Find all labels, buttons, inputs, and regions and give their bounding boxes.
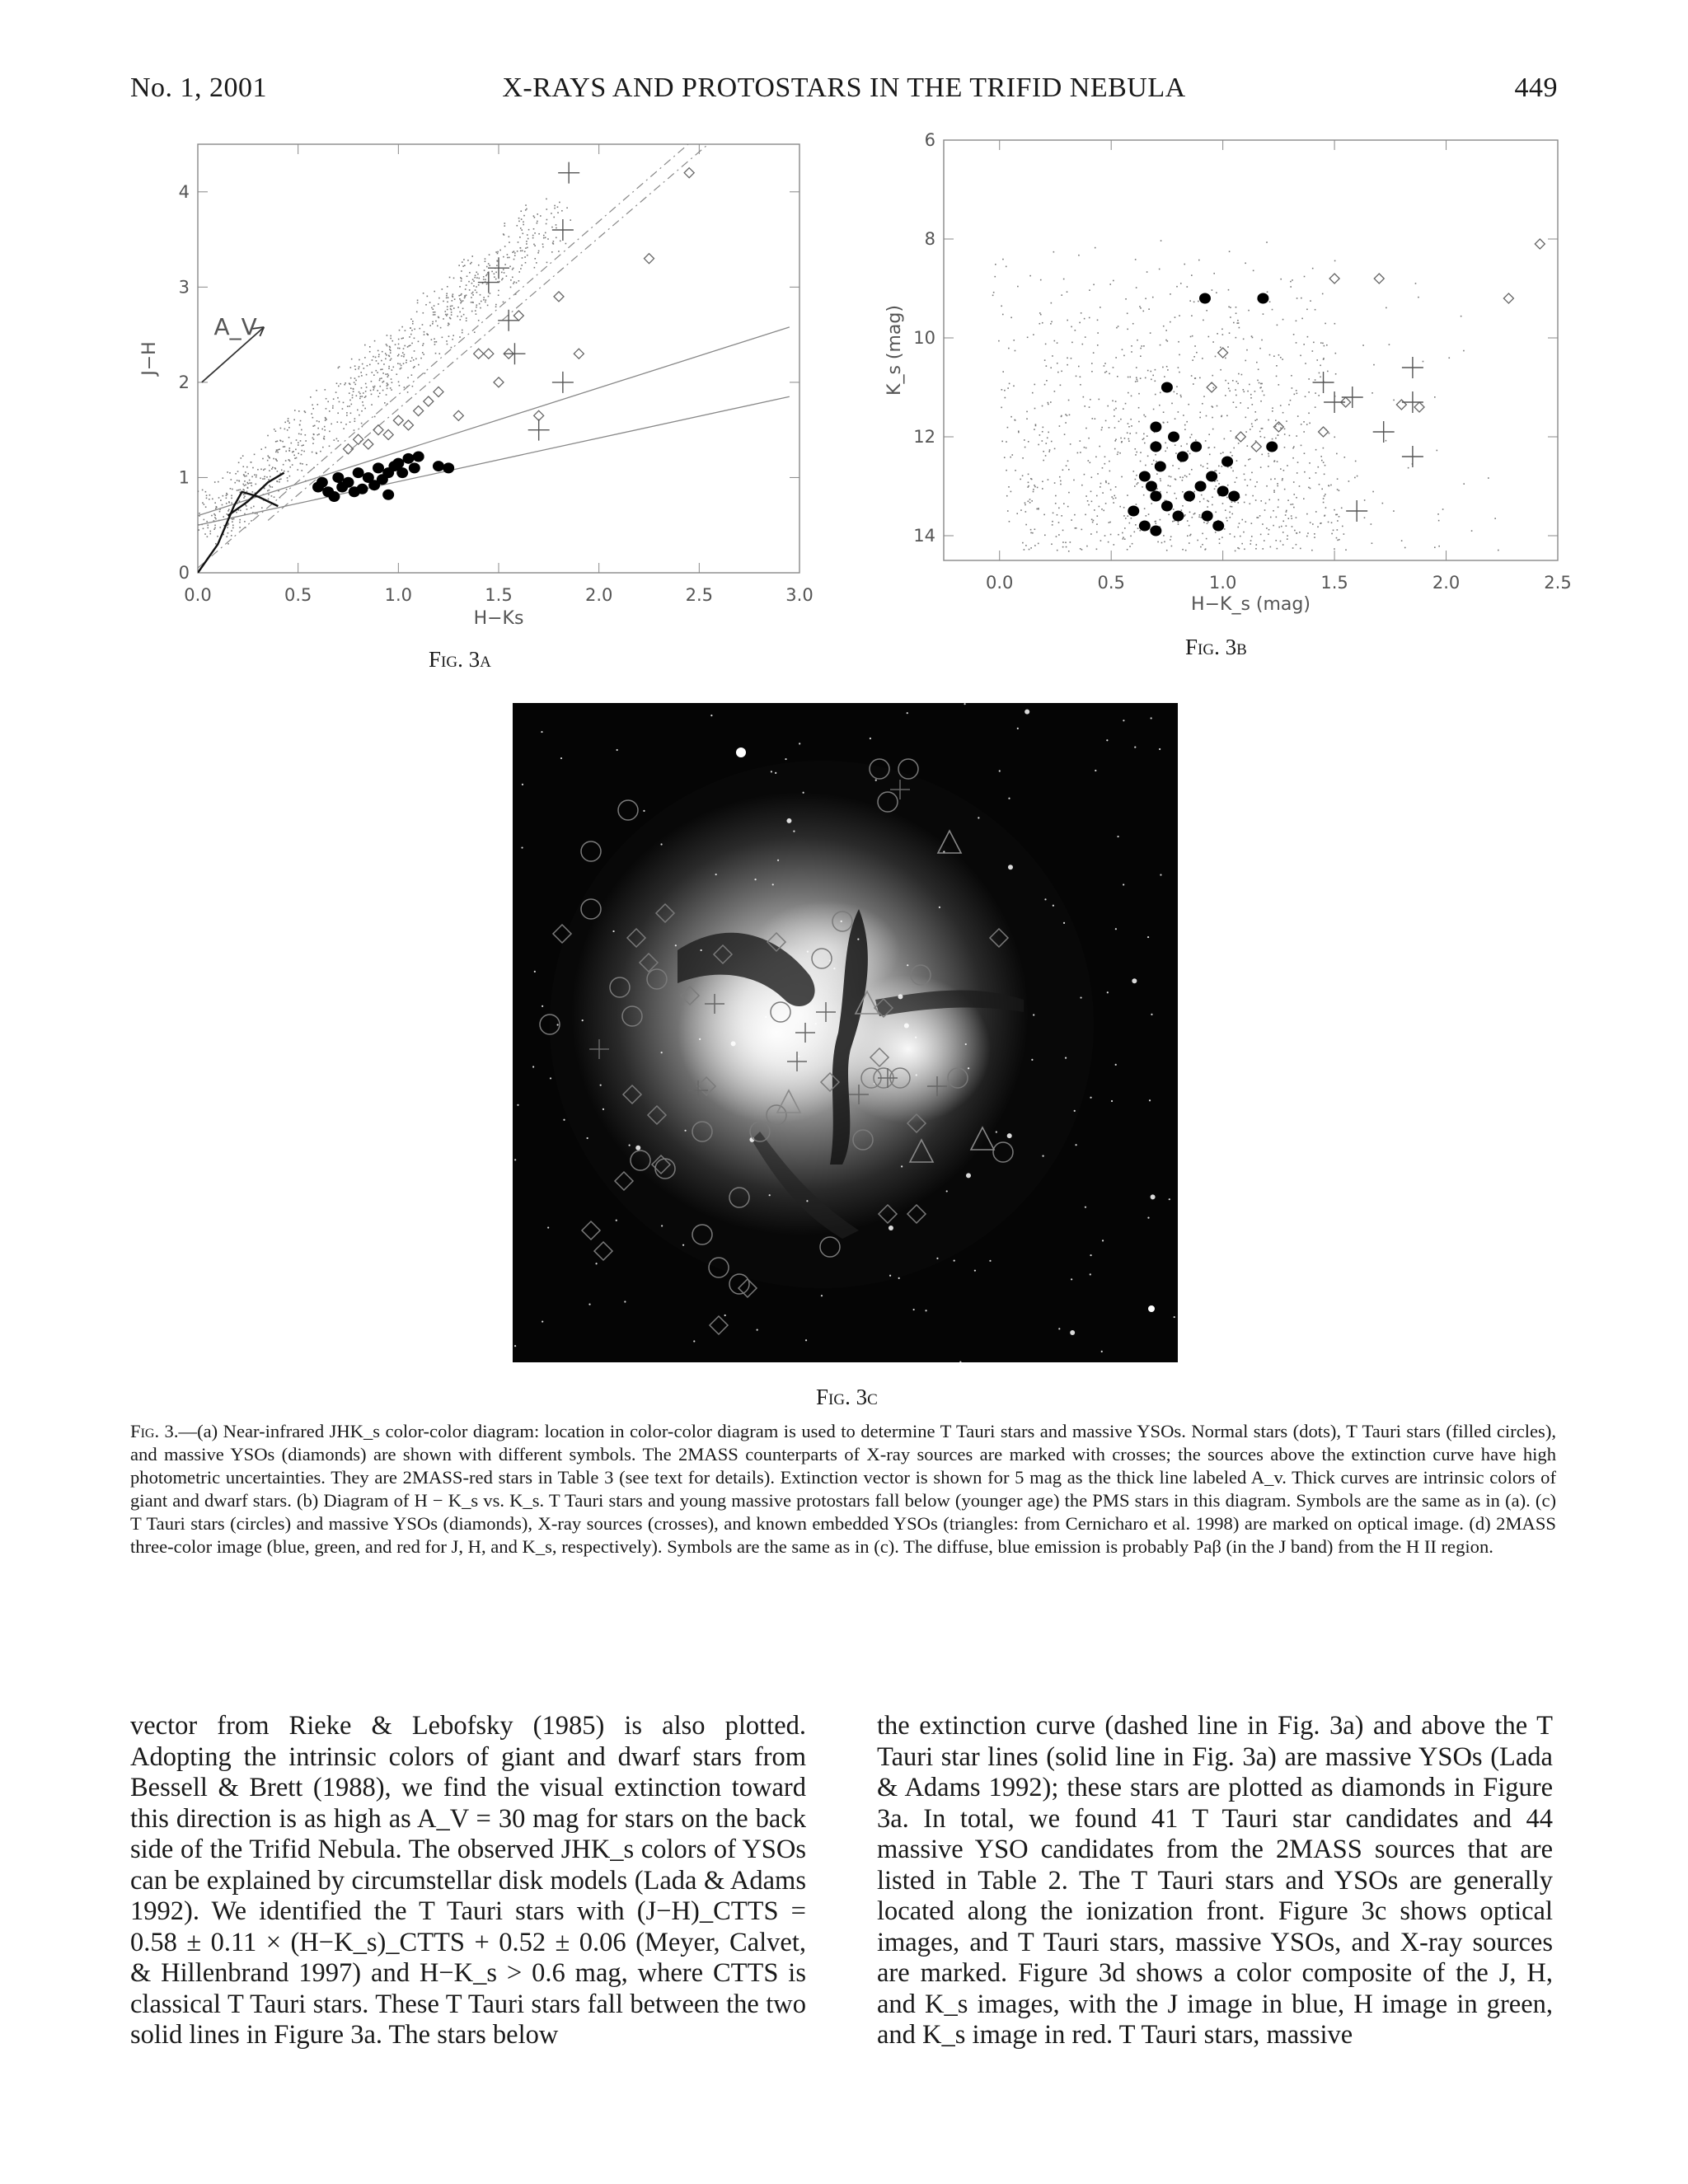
x-tick-label: 0.5 <box>1097 573 1125 593</box>
field-star <box>661 1225 663 1226</box>
diamond-point <box>574 349 584 359</box>
field-star <box>996 1131 997 1132</box>
field-star <box>904 1024 909 1029</box>
diamond-point <box>645 254 654 264</box>
diamond-point <box>474 349 484 359</box>
field-star <box>521 846 523 848</box>
diamond-point <box>434 387 443 396</box>
x-tick-label: 1.5 <box>485 585 513 605</box>
filled-circle-point <box>1155 462 1166 472</box>
x-axis-label: H−Ks <box>473 608 524 629</box>
filled-circle-point <box>1195 481 1207 492</box>
diamond-point <box>684 168 694 178</box>
filled-circle-point <box>328 491 340 502</box>
filled-circle-point <box>1184 491 1195 502</box>
field-star <box>805 1339 807 1341</box>
field-star <box>913 1309 915 1310</box>
y-tick-label: 2 <box>178 372 190 392</box>
field-star <box>821 1295 823 1296</box>
filled-circle-point <box>433 461 444 471</box>
field-star <box>915 1037 917 1038</box>
cross-point <box>504 343 525 364</box>
y-tick-label: 12 <box>913 427 935 447</box>
field-star <box>907 964 908 966</box>
ttauri-line-upper <box>198 327 790 516</box>
field-star <box>1090 1254 1091 1256</box>
diamond-point <box>414 406 424 416</box>
field-star <box>1085 1207 1086 1208</box>
diamond-point <box>383 429 393 439</box>
diamond-point <box>1251 442 1261 452</box>
field-star <box>1107 991 1109 993</box>
field-star <box>798 1056 799 1057</box>
filled-circle-point <box>1128 506 1139 517</box>
field-star <box>1117 836 1118 837</box>
cross-point <box>1324 391 1345 413</box>
cross-point <box>552 372 574 393</box>
field-star <box>560 757 562 759</box>
filled-circle-point <box>1168 432 1179 443</box>
x-tick-label: 2.0 <box>584 585 613 605</box>
field-star <box>595 1263 597 1264</box>
body-paragraph-right: the extinction curve (dashed line in Fig. 3a) and above the T Tauri star lines (solid line in Fig. 3a) are massive YSOs (Lada & Adams 1992); these stars are plotted as diamonds in Figure 3a. In total, we found 41 T Tauri star candidates and 44 massive YSO candidates from the 2MASS sources that are listed in Table 2. The T Tauri stars and YSOs are generally located along the ionization front. Figure 3c shows optical images, and T Tauri stars, massive YSOs, and X-ray sources are marked. Figure 3d shows a color composite of the J, H, and K_s images, with the J image in blue, H image in green, and K_s image in red. T Tauri stars, massive <box>877 1711 1553 2050</box>
field-star <box>724 1315 726 1316</box>
y-tick-label: 3 <box>178 277 190 298</box>
field-star <box>803 792 804 794</box>
field-star <box>901 1165 903 1167</box>
field-star <box>1075 1144 1076 1146</box>
field-star <box>965 1043 967 1045</box>
filled-circle-point <box>409 462 420 473</box>
extinction-vector-label: A_V <box>213 313 257 341</box>
filled-circle-point <box>1266 442 1278 452</box>
field-star <box>563 1119 565 1121</box>
field-star <box>807 951 809 953</box>
field-star <box>517 1104 518 1106</box>
field-star <box>612 930 614 932</box>
normal-star-dots <box>992 240 1499 551</box>
y-tick-label: 4 <box>178 181 190 202</box>
filled-circle-point <box>1228 491 1240 502</box>
filled-circle-point <box>1150 442 1161 452</box>
trifid-nebula-image <box>513 703 1178 1362</box>
x-tick-label: 0.0 <box>986 573 1014 593</box>
field-star <box>1147 1216 1149 1218</box>
field-star <box>1134 746 1136 748</box>
field-star <box>1159 748 1160 750</box>
field-star <box>1053 905 1054 907</box>
field-star <box>833 968 835 969</box>
field-star <box>999 770 1001 771</box>
diamond-point <box>513 311 523 321</box>
x-tick-label: 3.0 <box>785 585 814 605</box>
diamond-point <box>1396 400 1406 410</box>
field-star <box>693 1340 695 1342</box>
filled-circle-point <box>413 452 424 462</box>
filled-circle-point <box>1199 293 1211 304</box>
field-star <box>771 771 772 772</box>
figure-3a-label: Fig. 3a <box>429 647 491 672</box>
cross-point <box>1313 372 1334 393</box>
diamond-point <box>453 410 463 420</box>
cross-point <box>1402 357 1423 378</box>
field-star <box>1090 1097 1091 1099</box>
field-star <box>966 1173 971 1178</box>
field-star <box>793 831 795 832</box>
field-star <box>772 883 774 885</box>
figure-3b-label: Fig. 3b <box>1185 635 1247 659</box>
caption-text: —(a) Near-infrared JHK_s color-color diagram: location in color-color diagram is used to determine T Tauri stars and massive YSOs. Normal stars (dots), T Tauri stars (filled circles), and massive YSOs (diamonds) are shown with different symbols. The 2MASS counterparts of X-ray sources are marked with crosses; the sources above the extinction curve have high photometric uncertainties. They are 2MASS-red stars in Table 3 (see text for details). Extinction vector is shown for 5 mag as the thick line labeled A_v. Thick curves are intrinsic colors of giant and dwarf stars. (b) Diagram of H − K_s vs. K_s. T Tauri stars and young massive protostars fall below (younger age) the PMS stars in this diagram. Symbols are the same as in (a). (c) T Tauri stars (circles) and massive YSOs (diamonds), X-ray sources (crosses), and known embedded YSOs (triangles: from Cernicharo et al. 1998) are marked on optical image. (d) 2MASS three-color image (blue, green, and red for J, H, and K_s, respectively). Symbols are the same as in (c). The diffuse, blue emission is probably Paβ (in the J band) from the H II region. <box>130 1421 1556 1557</box>
filled-circle-point <box>1202 511 1213 522</box>
filled-circle-point <box>349 486 360 497</box>
field-star <box>925 1310 926 1311</box>
field-star <box>542 1320 543 1322</box>
diamond-point <box>554 292 564 302</box>
figure-3b-chart <box>874 130 1572 626</box>
field-star <box>1169 1198 1170 1200</box>
field-star <box>1115 928 1117 930</box>
field-star <box>1042 1155 1043 1157</box>
field-star <box>1070 1330 1075 1335</box>
filled-circle-point <box>443 462 454 473</box>
figure-3c-label: Fig. 3c <box>816 1385 878 1409</box>
field-star <box>603 1108 604 1110</box>
cross-point <box>558 162 579 184</box>
y-tick-label: 14 <box>913 526 935 546</box>
field-star <box>550 1077 551 1079</box>
field-star <box>775 772 776 774</box>
ttauri-line-lower <box>198 396 790 525</box>
field-star <box>534 971 536 972</box>
diamond-point <box>1414 402 1424 412</box>
field-star <box>1149 1099 1151 1101</box>
field-star <box>715 874 717 875</box>
field-star <box>1071 1278 1072 1280</box>
cross-point <box>552 219 574 241</box>
field-star <box>1074 1110 1076 1112</box>
diamond-point <box>424 396 434 406</box>
filled-circle-point <box>343 477 354 488</box>
diamond-point <box>393 415 403 425</box>
field-star <box>1063 922 1065 924</box>
plot-frame <box>944 140 1558 560</box>
filled-circle-point <box>1177 452 1189 462</box>
field-star <box>1058 1328 1060 1329</box>
x-tick-label: 2.5 <box>1544 573 1572 593</box>
field-star <box>785 758 786 760</box>
filled-circle-point <box>373 462 384 473</box>
page-number: 449 <box>1514 73 1558 103</box>
plot-area <box>992 239 1545 552</box>
field-star <box>701 949 702 951</box>
running-header-left: No. 1, 2001 <box>130 73 268 103</box>
field-star <box>898 1277 900 1279</box>
field-star <box>1090 1273 1091 1275</box>
field-star <box>841 921 842 922</box>
field-star <box>1160 874 1161 875</box>
field-star <box>1102 1240 1104 1241</box>
field-star <box>1017 728 1019 729</box>
giant-intrinsic-curve <box>228 473 284 516</box>
field-star <box>1174 1316 1175 1318</box>
cross-point <box>478 272 499 293</box>
plot-frame <box>198 144 799 573</box>
field-star <box>600 1085 602 1086</box>
field-star <box>1095 770 1096 771</box>
field-star <box>898 994 903 999</box>
field-star <box>769 1194 771 1196</box>
diamond-point <box>1207 382 1217 392</box>
diamond-point <box>494 377 504 387</box>
field-star <box>514 1345 516 1347</box>
filled-circle-point <box>1139 521 1151 532</box>
filled-circle-point <box>1150 491 1161 502</box>
field-star <box>939 907 940 908</box>
x-tick-label: 1.0 <box>384 585 413 605</box>
field-star <box>587 1137 588 1139</box>
field-star <box>974 1270 976 1272</box>
diamond-point <box>1503 293 1513 303</box>
field-star <box>542 1005 543 1007</box>
filled-circle-point <box>403 453 415 464</box>
field-star <box>1008 865 1013 869</box>
field-star <box>1151 717 1152 719</box>
field-star <box>1008 798 1010 799</box>
y-axis-label: K_s (mag) <box>884 305 905 396</box>
diamond-point <box>404 420 414 430</box>
diamond-point <box>1329 274 1339 284</box>
field-star <box>660 843 662 845</box>
field-star <box>541 731 542 733</box>
body-paragraph-left: vector from Rieke & Lebofsky (1985) is also plotted. Adopting the intrinsic colors of giant and dwarf stars from Bessell & Brett (1988), we find the visual extinction toward this direction is as high as A_V = 30 mag for stars on the back side of the Trifid Nebula. The observed JHK_s colors of YSOs can be explained by circumstellar disk models (Lada & Adams 1992). We identified the T Tauri stars with (J−H)_CTTS = 0.58 ± 0.11 × (H−K_s)_CTTS + 0.52 ± 0.06 (Meyer, Calvet, & Hillenbrand 1997) and H−K_s > 0.6 mag, where CTTS is classical T Tauri stars. These T Tauri stars fall between the two solid lines in Figure 3a. The stars below <box>130 1711 806 2050</box>
field-star <box>1025 710 1029 715</box>
field-star <box>682 1244 684 1246</box>
filled-circle-point <box>392 458 404 469</box>
field-star <box>916 1074 917 1076</box>
filled-circle-point <box>1146 481 1157 492</box>
field-star <box>1147 936 1149 938</box>
y-tick-label: 6 <box>924 130 935 150</box>
field-star <box>643 810 645 812</box>
field-star <box>786 818 791 823</box>
y-tick-label: 10 <box>913 328 935 348</box>
field-star <box>936 1258 938 1259</box>
field-star <box>777 860 779 861</box>
field-star <box>547 1226 549 1228</box>
diamond-point <box>373 425 383 435</box>
x-axis-label: H−K_s (mag) <box>1191 594 1311 615</box>
field-star <box>875 780 877 781</box>
filled-circle-point <box>382 490 394 500</box>
diamond-point <box>363 439 373 449</box>
field-star <box>1123 883 1124 885</box>
field-star <box>964 703 965 705</box>
diamond-point <box>1218 348 1228 358</box>
filled-circle-point <box>1212 521 1224 532</box>
field-star <box>1044 898 1046 900</box>
field-star <box>765 1016 767 1018</box>
diamond-point <box>354 434 363 444</box>
field-star <box>661 1052 663 1053</box>
filled-circle-point <box>1221 457 1233 467</box>
x-tick-label: 1.0 <box>1208 573 1237 593</box>
field-star <box>1151 1194 1156 1199</box>
cross-point <box>1402 446 1423 467</box>
x-tick-label: 0.5 <box>284 585 312 605</box>
y-tick-label: 8 <box>924 229 935 249</box>
field-star <box>1031 1059 1033 1061</box>
reddening-line-lower <box>268 134 720 520</box>
filled-circle-point <box>1217 486 1229 497</box>
field-star <box>968 1067 969 1069</box>
field-star <box>684 1130 686 1132</box>
filled-circle-point <box>316 477 328 488</box>
filled-circle-point <box>1190 442 1202 452</box>
normal-star-dots <box>193 199 571 545</box>
plot-area <box>193 134 790 573</box>
dwarf-intrinsic-curve <box>198 492 278 573</box>
diamond-point <box>1535 239 1545 249</box>
diamond-point <box>534 410 544 420</box>
cross-point <box>1402 391 1423 413</box>
field-star <box>1132 978 1137 983</box>
field-star <box>617 749 618 751</box>
cross-point <box>1342 387 1363 408</box>
field-star <box>1111 1100 1113 1102</box>
filled-circle-point <box>1150 422 1161 433</box>
field-star <box>954 1260 955 1262</box>
figure-3-caption <box>130 1420 1556 1558</box>
filled-circle-point <box>1172 511 1184 522</box>
running-header-title: X-RAYS AND PROTOSTARS IN THE TRIFID NEBULA <box>502 73 1186 103</box>
filled-circle-point <box>1139 471 1151 482</box>
figure-3a-chart <box>124 132 814 643</box>
field-star <box>624 1301 626 1302</box>
caption-lead: Fig. 3. <box>130 1421 179 1441</box>
field-star <box>889 1275 891 1277</box>
field-star <box>582 1019 584 1021</box>
diamond-point <box>484 349 494 359</box>
field-star <box>1065 1057 1067 1059</box>
field-star <box>754 879 756 880</box>
filled-circle-point <box>396 467 408 478</box>
field-star <box>989 1260 991 1262</box>
cross-point <box>528 419 550 441</box>
filled-circle-point <box>332 472 344 483</box>
body-column-left <box>130 1711 806 2051</box>
field-star <box>588 1304 590 1305</box>
field-star <box>731 1041 736 1046</box>
filled-circle-point <box>1206 471 1217 482</box>
field-star <box>1080 996 1081 998</box>
cross-point <box>1346 500 1367 522</box>
x-tick-label: 2.5 <box>685 585 714 605</box>
field-star <box>1033 1014 1034 1015</box>
field-star <box>1101 1351 1103 1352</box>
field-star <box>699 1038 701 1040</box>
y-tick-label: 1 <box>178 467 190 488</box>
field-star <box>1115 1064 1117 1066</box>
filled-circle-point <box>1150 526 1161 537</box>
bright-star <box>1148 1305 1155 1312</box>
y-tick-label: 0 <box>178 563 190 583</box>
filled-circle-point <box>1161 382 1173 393</box>
diamond-point <box>1236 432 1245 442</box>
field-star <box>522 784 523 785</box>
body-column-right <box>877 1711 1553 2051</box>
field-star <box>675 944 677 946</box>
field-star <box>857 939 859 940</box>
field-star <box>889 1226 893 1230</box>
field-star <box>1151 1014 1152 1015</box>
x-tick-label: 0.0 <box>184 585 212 605</box>
x-tick-label: 2.0 <box>1432 573 1461 593</box>
field-star <box>806 1200 808 1202</box>
field-star <box>1007 1133 1012 1138</box>
filled-circle-point <box>1161 501 1173 512</box>
filled-circle-point <box>353 467 364 478</box>
field-star <box>635 1146 640 1151</box>
x-tick-label: 1.5 <box>1320 573 1348 593</box>
field-star <box>870 738 871 739</box>
field-star <box>532 1066 534 1067</box>
filled-circle-point <box>1257 293 1268 304</box>
field-star <box>616 1220 617 1221</box>
diamond-point <box>1374 274 1384 284</box>
bright-star <box>736 748 746 757</box>
field-star <box>514 1159 516 1160</box>
cross-point <box>1373 421 1395 443</box>
field-star <box>757 1329 758 1331</box>
field-star <box>946 1190 948 1192</box>
field-star <box>815 1023 817 1024</box>
field-star <box>799 743 800 744</box>
field-star <box>556 1024 558 1025</box>
y-axis-label: J−H <box>139 341 160 376</box>
diamond-point <box>1319 427 1329 437</box>
field-star <box>959 1361 961 1363</box>
field-star <box>710 715 712 716</box>
field-star <box>629 1145 631 1146</box>
field-star <box>1123 719 1124 721</box>
figure-3c-nebula-image <box>513 703 1178 1362</box>
field-star <box>1106 739 1108 741</box>
field-star <box>907 712 908 714</box>
field-star <box>978 817 979 818</box>
